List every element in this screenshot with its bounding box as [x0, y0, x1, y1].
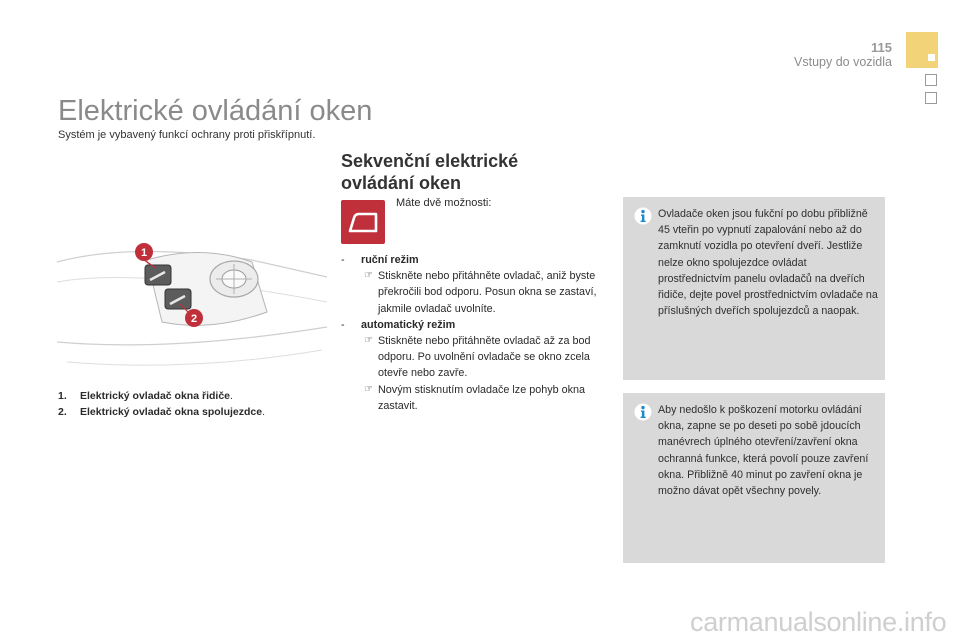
- legend-end: .: [262, 406, 266, 418]
- watermark: carmanualsonline.info: [690, 607, 947, 637]
- section-title-line: ovládání oken: [341, 173, 462, 193]
- info-text: Aby nedošlo k poškození motorku ovládání okna, zapne se po deseti po sobě jdoucích manévrech úplného otevření/zavření okna ochranná funkce, která povolí pouze zavření okna. Přibližně 40 minut po zavření okna je možno dávat opět všechny povely.: [658, 404, 869, 498]
- page-subtitle: Systém je vybavený funkcí ochrany proti přiskřípnutí.: [58, 129, 316, 141]
- info-box: [623, 197, 885, 380]
- info-icon: [634, 207, 652, 225]
- info-box: [623, 393, 885, 563]
- section-title-line: Sekvenční elektrické: [341, 151, 519, 171]
- info-text: Ovladače oken jsou fukční po dobu přibližně 45 vteřin po vypnutí zapalování nebo až do zamknutí vozidla po otevření dveří. Jestliže nelze okno spolujezdce ovládat prostřednictvím panelu ovladačů na dveřích řidiče, dejte povel prostřednictvím ovladače na příslušných dveřích spolujezdců a naopak.: [658, 208, 878, 318]
- legend-number: 1.: [58, 390, 67, 402]
- chapter-tab[interactable]: [906, 32, 938, 68]
- pointing-hand-icon: ☞: [364, 335, 373, 347]
- illustration-legend: [58, 388, 265, 420]
- page-number: 115: [871, 40, 892, 55]
- legend-item: [58, 404, 265, 420]
- svg-text:1: 1: [140, 247, 148, 259]
- mode-dash: -: [341, 318, 345, 331]
- callout-1: [135, 243, 153, 261]
- chapter-nav-box[interactable]: [925, 74, 937, 86]
- section-intro: Máte dvě možnosti:: [396, 197, 492, 209]
- section-title: [341, 150, 601, 194]
- mode-dash: -: [341, 254, 345, 266]
- pointing-hand-icon: ☞: [364, 383, 373, 395]
- section-name: Vstupy do vozidla: [794, 55, 892, 69]
- mode-item: [341, 317, 606, 414]
- mode-step: [341, 268, 606, 317]
- window-control-icon: [341, 200, 385, 244]
- info-icon: [634, 403, 652, 421]
- step-text: Stiskněte nebo přitáhněte ovladač, aniž byste překročili bod odporu. Posun okna se zastaví, jakmile ovladač uvolníte.: [378, 270, 597, 315]
- mode-step: [341, 333, 606, 382]
- mode-item: [341, 252, 606, 317]
- legend-item: [58, 388, 265, 404]
- chapter-nav-box[interactable]: [925, 92, 937, 104]
- driver-window-switch: [145, 265, 171, 285]
- chapter-tab-marker: [928, 54, 935, 61]
- passenger-window-switch: [165, 289, 191, 309]
- callout-2: [185, 309, 203, 327]
- mode-name: automatický režim: [361, 318, 456, 331]
- svg-text:2: 2: [190, 313, 198, 325]
- page-title: Elektrické ovládání oken: [58, 95, 373, 127]
- step-text: Novým stisknutím ovladače lze pohyb okna zastavit.: [378, 383, 586, 412]
- window-switch-illustration: [52, 232, 332, 372]
- legend-text: Elektrický ovladač okna řidiče: [80, 390, 230, 402]
- legend-text: Elektrický ovladač okna spolujezdce: [80, 406, 263, 418]
- legend-number: 2.: [58, 406, 67, 418]
- mode-step: [341, 382, 606, 414]
- legend-end: .: [230, 390, 233, 402]
- mode-list: [341, 252, 606, 414]
- step-text: Stiskněte nebo přitáhněte ovladač až za bod odporu. Po uvolnění ovladače se okno zcela otevře nebo zavře.: [378, 335, 591, 380]
- mode-name: ruční režim: [361, 254, 419, 266]
- pointing-hand-icon: ☞: [364, 270, 373, 282]
